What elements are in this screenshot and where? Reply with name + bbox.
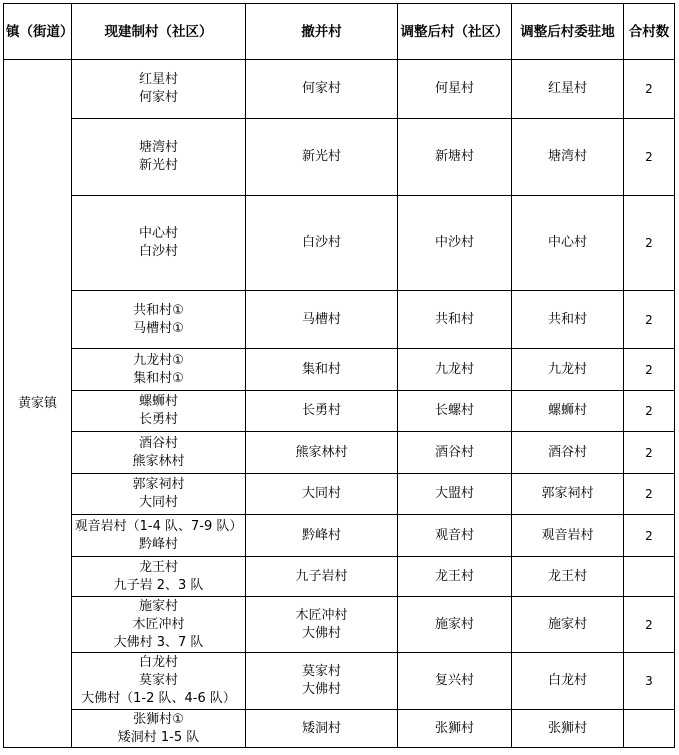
merge-count-cell: 2	[624, 391, 675, 432]
current-village-line: 大佛村 3、7 队	[113, 634, 204, 650]
merge-count-cell: 2	[624, 119, 675, 196]
committee-seat-cell: 郭家祠村	[512, 474, 624, 515]
merged-village-line: 熊家林村	[295, 444, 348, 460]
current-village-line: 螺蛳村	[138, 394, 178, 409]
table-row	[4, 196, 675, 291]
merge-count-cell: 2	[624, 432, 675, 474]
current-village-line: 长勇村	[138, 412, 178, 427]
merge-count-cell: 2	[624, 597, 675, 653]
adjusted-village-cell: 施家村	[398, 597, 512, 653]
current-village-line: 矮洞村 1-5 队	[117, 729, 200, 745]
current-village-cell	[72, 60, 246, 119]
merge-count-cell	[624, 557, 675, 597]
table-row	[4, 391, 675, 432]
current-village-line: 新光村	[138, 158, 178, 173]
header-committee-seat: 调整后村委驻地	[512, 4, 624, 60]
table-row	[4, 432, 675, 474]
table-row	[4, 557, 675, 597]
merged-village-line: 新光村	[301, 149, 341, 164]
current-village-cell	[72, 474, 246, 515]
merged-village-line: 白沙村	[301, 235, 341, 250]
current-village-cell	[72, 710, 246, 748]
current-village-line: 九龙村①	[133, 352, 184, 368]
merged-village-cell	[246, 432, 398, 474]
merged-village-cell	[246, 60, 398, 119]
header-town: 镇（街道）	[4, 4, 72, 60]
header-merge-count: 合村数	[624, 4, 675, 60]
current-village-line: 郭家祠村	[132, 477, 185, 492]
town-cell: 黄家镇	[4, 60, 72, 748]
merge-count-cell	[624, 710, 675, 748]
merged-village-cell	[246, 119, 398, 196]
merged-village-line: 长勇村	[301, 403, 341, 418]
merged-village-line: 九子岩村	[295, 568, 348, 584]
merge-count-cell: 2	[624, 60, 675, 119]
committee-seat-cell: 中心村	[512, 196, 624, 291]
current-village-line: 白沙村	[138, 244, 178, 259]
committee-seat-cell: 酒谷村	[512, 432, 624, 474]
current-village-line: 木匠冲村	[132, 616, 185, 632]
committee-seat-cell: 白龙村	[512, 653, 624, 710]
committee-seat-cell: 螺蛳村	[512, 391, 624, 432]
table-row	[4, 653, 675, 710]
merged-village-cell	[246, 515, 398, 557]
adjusted-village-cell: 复兴村	[398, 653, 512, 710]
adjusted-village-cell: 新塘村	[398, 119, 512, 196]
current-village-line: 大佛村（1-2 队、4-6 队）	[81, 691, 236, 706]
header-current-village: 现建制村（社区）	[72, 4, 246, 60]
current-village-cell	[72, 291, 246, 349]
current-village-line: 观音岩村（1-4 队、7-9 队）	[74, 518, 243, 534]
merged-village-line: 大同村	[301, 486, 341, 501]
current-village-cell	[72, 653, 246, 710]
adjusted-village-cell: 龙王村	[398, 557, 512, 597]
current-village-line: 酒谷村	[138, 435, 178, 451]
header-row	[4, 4, 675, 60]
merge-count-cell: 2	[624, 196, 675, 291]
current-village-line: 九子岩 2、3 队	[113, 577, 204, 593]
current-village-line: 白龙村	[138, 655, 178, 670]
current-village-line: 何家村	[138, 90, 178, 105]
committee-seat-cell: 观音岩村	[512, 515, 624, 557]
merged-village-cell	[246, 710, 398, 748]
merged-village-line: 大佛村	[301, 625, 341, 641]
current-village-line: 马槽村①	[133, 320, 184, 336]
merge-count-cell: 2	[624, 474, 675, 515]
merged-village-cell	[246, 349, 398, 391]
current-village-cell	[72, 196, 246, 291]
adjusted-village-cell: 大盟村	[398, 474, 512, 515]
current-village-cell	[72, 557, 246, 597]
table-row	[4, 710, 675, 748]
table-row	[4, 291, 675, 349]
village-merge-table	[3, 3, 675, 748]
table-row	[4, 349, 675, 391]
table-row	[4, 119, 675, 196]
adjusted-village-cell: 张狮村	[398, 710, 512, 748]
current-village-cell	[72, 597, 246, 653]
adjusted-village-cell: 九龙村	[398, 349, 512, 391]
current-village-line: 共和村①	[133, 302, 184, 318]
merged-village-line: 黔峰村	[301, 527, 341, 543]
current-village-line: 施家村	[138, 598, 178, 614]
current-village-line: 黔峰村	[138, 536, 178, 552]
merged-village-cell	[246, 474, 398, 515]
merge-count-cell: 3	[624, 653, 675, 710]
merged-village-line: 木匠冲村	[295, 607, 348, 623]
header-merged-village: 撤并村	[246, 4, 398, 60]
committee-seat-cell: 红星村	[512, 60, 624, 119]
merged-village-line: 大佛村	[301, 682, 341, 697]
current-village-cell	[72, 119, 246, 196]
merged-village-cell	[246, 597, 398, 653]
committee-seat-cell: 九龙村	[512, 349, 624, 391]
table-row	[4, 474, 675, 515]
current-village-line: 大同村	[138, 495, 178, 510]
merged-village-line: 何家村	[301, 81, 341, 96]
current-village-line: 莫家村	[138, 673, 178, 688]
merge-count-cell: 2	[624, 291, 675, 349]
merged-village-cell	[246, 391, 398, 432]
adjusted-village-cell: 共和村	[398, 291, 512, 349]
current-village-cell	[72, 432, 246, 474]
current-village-line: 龙王村	[138, 559, 178, 575]
current-village-cell	[72, 515, 246, 557]
merged-village-line: 集和村	[301, 361, 341, 377]
committee-seat-cell: 龙王村	[512, 557, 624, 597]
current-village-line: 中心村	[138, 226, 178, 241]
adjusted-village-cell: 酒谷村	[398, 432, 512, 474]
header-adjusted-village: 调整后村（社区）	[398, 4, 512, 60]
merged-village-line: 马槽村	[301, 311, 341, 327]
merged-village-cell	[246, 557, 398, 597]
merged-village-line: 莫家村	[301, 664, 341, 679]
committee-seat-cell: 塘湾村	[512, 119, 624, 196]
merged-village-line: 矮洞村	[301, 720, 341, 736]
current-village-line: 熊家林村	[132, 453, 185, 469]
adjusted-village-cell: 何星村	[398, 60, 512, 119]
merged-village-cell	[246, 291, 398, 349]
merged-village-cell	[246, 196, 398, 291]
current-village-line: 集和村①	[133, 370, 184, 386]
table-row	[4, 597, 675, 653]
merge-count-cell: 2	[624, 515, 675, 557]
adjusted-village-cell: 观音村	[398, 515, 512, 557]
current-village-line: 张狮村①	[133, 711, 184, 727]
current-village-cell	[72, 391, 246, 432]
merged-village-cell	[246, 653, 398, 710]
current-village-line: 塘湾村	[138, 140, 178, 155]
merge-count-cell: 2	[624, 349, 675, 391]
current-village-line: 红星村	[138, 72, 178, 87]
committee-seat-cell: 张狮村	[512, 710, 624, 748]
table-row	[4, 515, 675, 557]
committee-seat-cell: 共和村	[512, 291, 624, 349]
adjusted-village-cell: 中沙村	[398, 196, 512, 291]
adjusted-village-cell: 长螺村	[398, 391, 512, 432]
current-village-cell	[72, 349, 246, 391]
table-row	[4, 60, 675, 119]
committee-seat-cell: 施家村	[512, 597, 624, 653]
